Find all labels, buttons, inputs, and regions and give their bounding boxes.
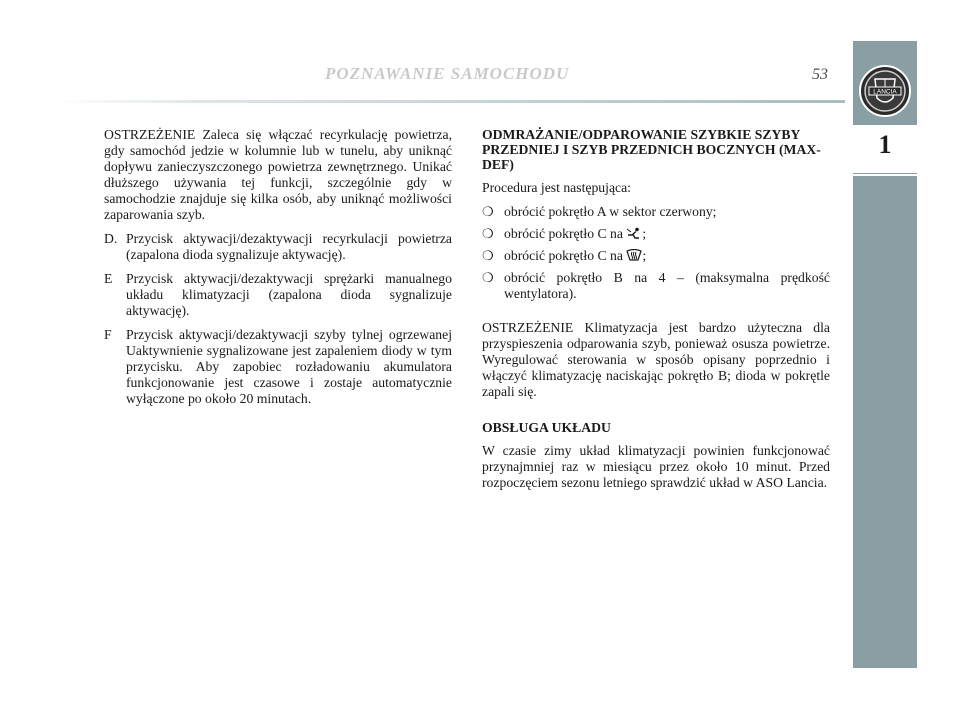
maintenance-text: W czasie zimy układ klimatyzacji powinien funkcjonować przynajmniej raz w miesiącu przez około 10 minut. Przed rozpoczęciem sezonu letniego sprawdzić układ w ASO Lancia. <box>482 443 830 490</box>
bullet-text-before: obrócić pokrętło C na <box>504 226 623 241</box>
item-key: F <box>104 327 112 342</box>
bullet-text-after: ; <box>642 226 647 241</box>
bullet-text: obrócić pokrętło B na 4 – (maksymalna prędkość wentylatora). <box>504 270 830 301</box>
lancia-logo-icon <box>858 64 912 118</box>
air-conditioning-warning: OSTRZEŻENIE Klimatyzacja jest bardzo użyteczna dla przyspieszenia odparowania szyb, ponieważ osusza powietrze. Wyregulować sterowania w sposób opisany poprzednio i włączyć klimatyzację naciskając pokrętło B; dioda w pokrętle zapali się. <box>482 320 830 399</box>
chapter-side-tab <box>853 41 917 668</box>
bullet-mark: ❍ <box>482 248 494 263</box>
item-text: Przycisk aktywacji/dezaktywacji recyrkulacji powietrza (zapalona dioda sygnalizuje aktywację). <box>126 231 452 262</box>
bullet-mark: ❍ <box>482 204 494 219</box>
recirculation-warning: OSTRZEŻENIE Zaleca się włączać recyrkulację powietrza, gdy samochód jedzie w kolumnie lub w tunelu, aby uniknąć dopływu zanieczyszczonego powietrza zewnętrznego. Unikać dłuższego używania tej funkcji, szczególnie gdy w samochodzie znajduje się kilka osób, aby uniknąć możliwości zaparowania szyb. <box>104 127 452 222</box>
bullet-text-before: obrócić pokrętło C na <box>504 248 623 263</box>
list-item <box>104 231 452 263</box>
item-text: Przycisk aktywacji/dezaktywacji sprężarki manualnego układu klimatyzacji (zapalona dioda sygnalizuje aktywację). <box>126 271 452 318</box>
airflow-feet-icon <box>626 227 642 239</box>
item-key: E <box>104 271 113 286</box>
header-rule <box>55 100 845 103</box>
page-header <box>0 0 848 110</box>
bullet-text: obrócić pokrętło A w sektor czerwony; <box>504 204 717 219</box>
bullet-mark: ❍ <box>482 226 494 241</box>
procedure-intro: Procedura jest następująca: <box>482 180 631 195</box>
list-item <box>482 226 830 242</box>
bullet-text <box>504 226 830 242</box>
section-title: POZNAWANIE SAMOCHODU <box>325 64 570 83</box>
bullet-text <box>504 248 830 264</box>
list-item <box>482 270 830 302</box>
list-item <box>482 248 830 264</box>
chapter-number: 1 <box>878 130 892 159</box>
left-column <box>104 127 452 415</box>
item-text: Przycisk aktywacji/dezaktywacji szyby tylnej ogrzewanej Uaktywnienie sygnalizowane jest zapaleniem diody w tym przycisku. Aby zapobiec rozładowaniu akumulatora funkcjonowanie jest czasowe i zostaje automatycznie wyłączone po około 20 minutach. <box>126 327 452 406</box>
bullet-mark: ❍ <box>482 270 494 285</box>
bullet-text-after: ; <box>642 248 647 263</box>
maintenance-heading: OBSŁUGA UKŁADU <box>482 420 611 435</box>
windscreen-defrost-icon <box>626 249 642 261</box>
logo-text: LANCIA <box>873 88 897 96</box>
right-column <box>482 127 830 499</box>
list-item <box>104 271 452 319</box>
page-number: 53 <box>812 66 828 83</box>
list-item <box>104 327 452 407</box>
tab-divider <box>853 174 917 176</box>
max-def-heading: ODMRAŻANIE/ODPAROWANIE SZYBKIE SZYBY PRZEDNIEJ I SZYB PRZEDNICH BOCZNYCH (MAX-DEF) <box>482 127 821 172</box>
item-key: D. <box>104 231 118 246</box>
list-item <box>482 204 830 220</box>
